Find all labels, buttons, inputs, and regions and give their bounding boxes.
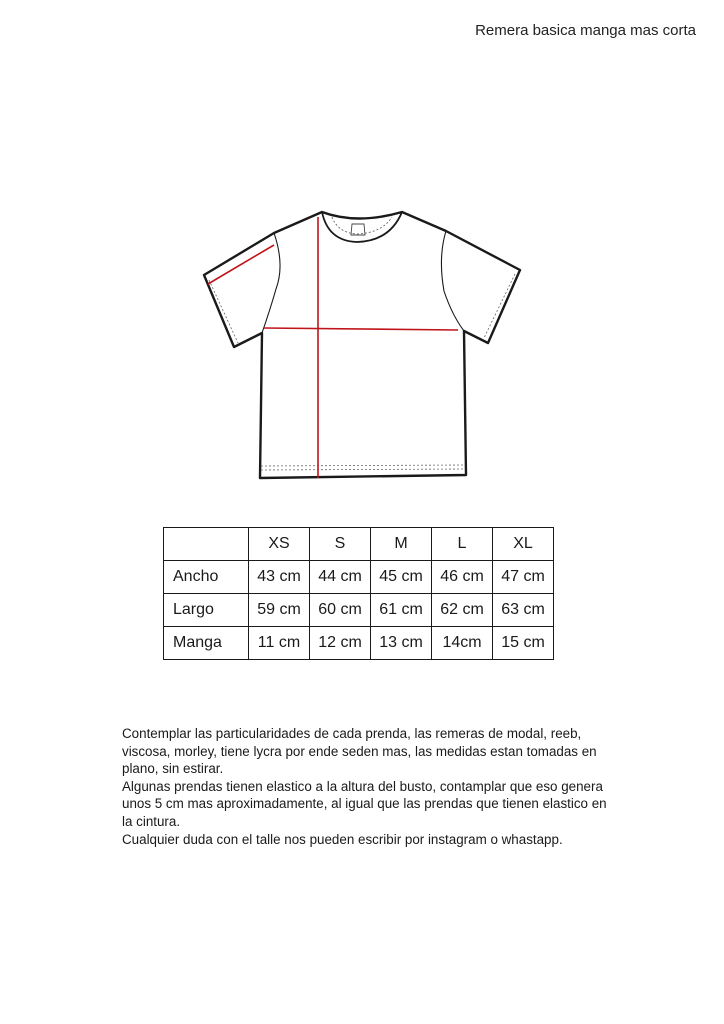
size-header-row — [164, 528, 554, 561]
measure-cell: 61 cm — [371, 594, 432, 627]
size-table — [163, 527, 554, 660]
size-header: XS — [249, 528, 310, 561]
table-row — [164, 561, 554, 594]
size-header: L — [432, 528, 493, 561]
size-header: M — [371, 528, 432, 561]
t-shirt-illustration — [190, 195, 530, 495]
measure-cell: 59 cm — [249, 594, 310, 627]
note-paragraph: Algunas prendas tienen elastico a la altura del busto, contamplar que eso genera unos 5 cm mas aproximadamente, al igual que las prendas que tienen elastico en la cintura. — [122, 778, 607, 829]
measure-cell: 47 cm — [493, 561, 554, 594]
note-paragraph: Contemplar las particularidades de cada prenda, las remeras de modal, reeb, viscosa, morley, tiene lycra por ende seden mas, las medidas estan tomadas en plano, sin estirar. — [122, 726, 597, 777]
table-corner-cell — [164, 528, 249, 561]
t-shirt-outline — [204, 212, 520, 478]
note-paragraph: Cualquier duda con el talle nos pueden escribir por instagram o whastapp. — [122, 831, 563, 847]
table-row — [164, 594, 554, 627]
measure-cell: 12 cm — [310, 627, 371, 660]
table-row — [164, 627, 554, 660]
size-header: XL — [493, 528, 554, 561]
measure-cell: 14cm — [432, 627, 493, 660]
care-notes — [122, 725, 612, 848]
row-label-ancho: Ancho — [164, 561, 249, 594]
measure-cell: 11 cm — [249, 627, 310, 660]
measure-cell: 45 cm — [371, 561, 432, 594]
measure-cell: 62 cm — [432, 594, 493, 627]
measure-cell: 60 cm — [310, 594, 371, 627]
row-label-largo: Largo — [164, 594, 249, 627]
measure-cell: 44 cm — [310, 561, 371, 594]
measure-cell: 13 cm — [371, 627, 432, 660]
page-title: Remera basica manga mas corta — [475, 22, 696, 39]
measure-cell: 63 cm — [493, 594, 554, 627]
measure-cell: 46 cm — [432, 561, 493, 594]
measure-cell: 15 cm — [493, 627, 554, 660]
size-header: S — [310, 528, 371, 561]
row-label-manga: Manga — [164, 627, 249, 660]
measure-cell: 43 cm — [249, 561, 310, 594]
